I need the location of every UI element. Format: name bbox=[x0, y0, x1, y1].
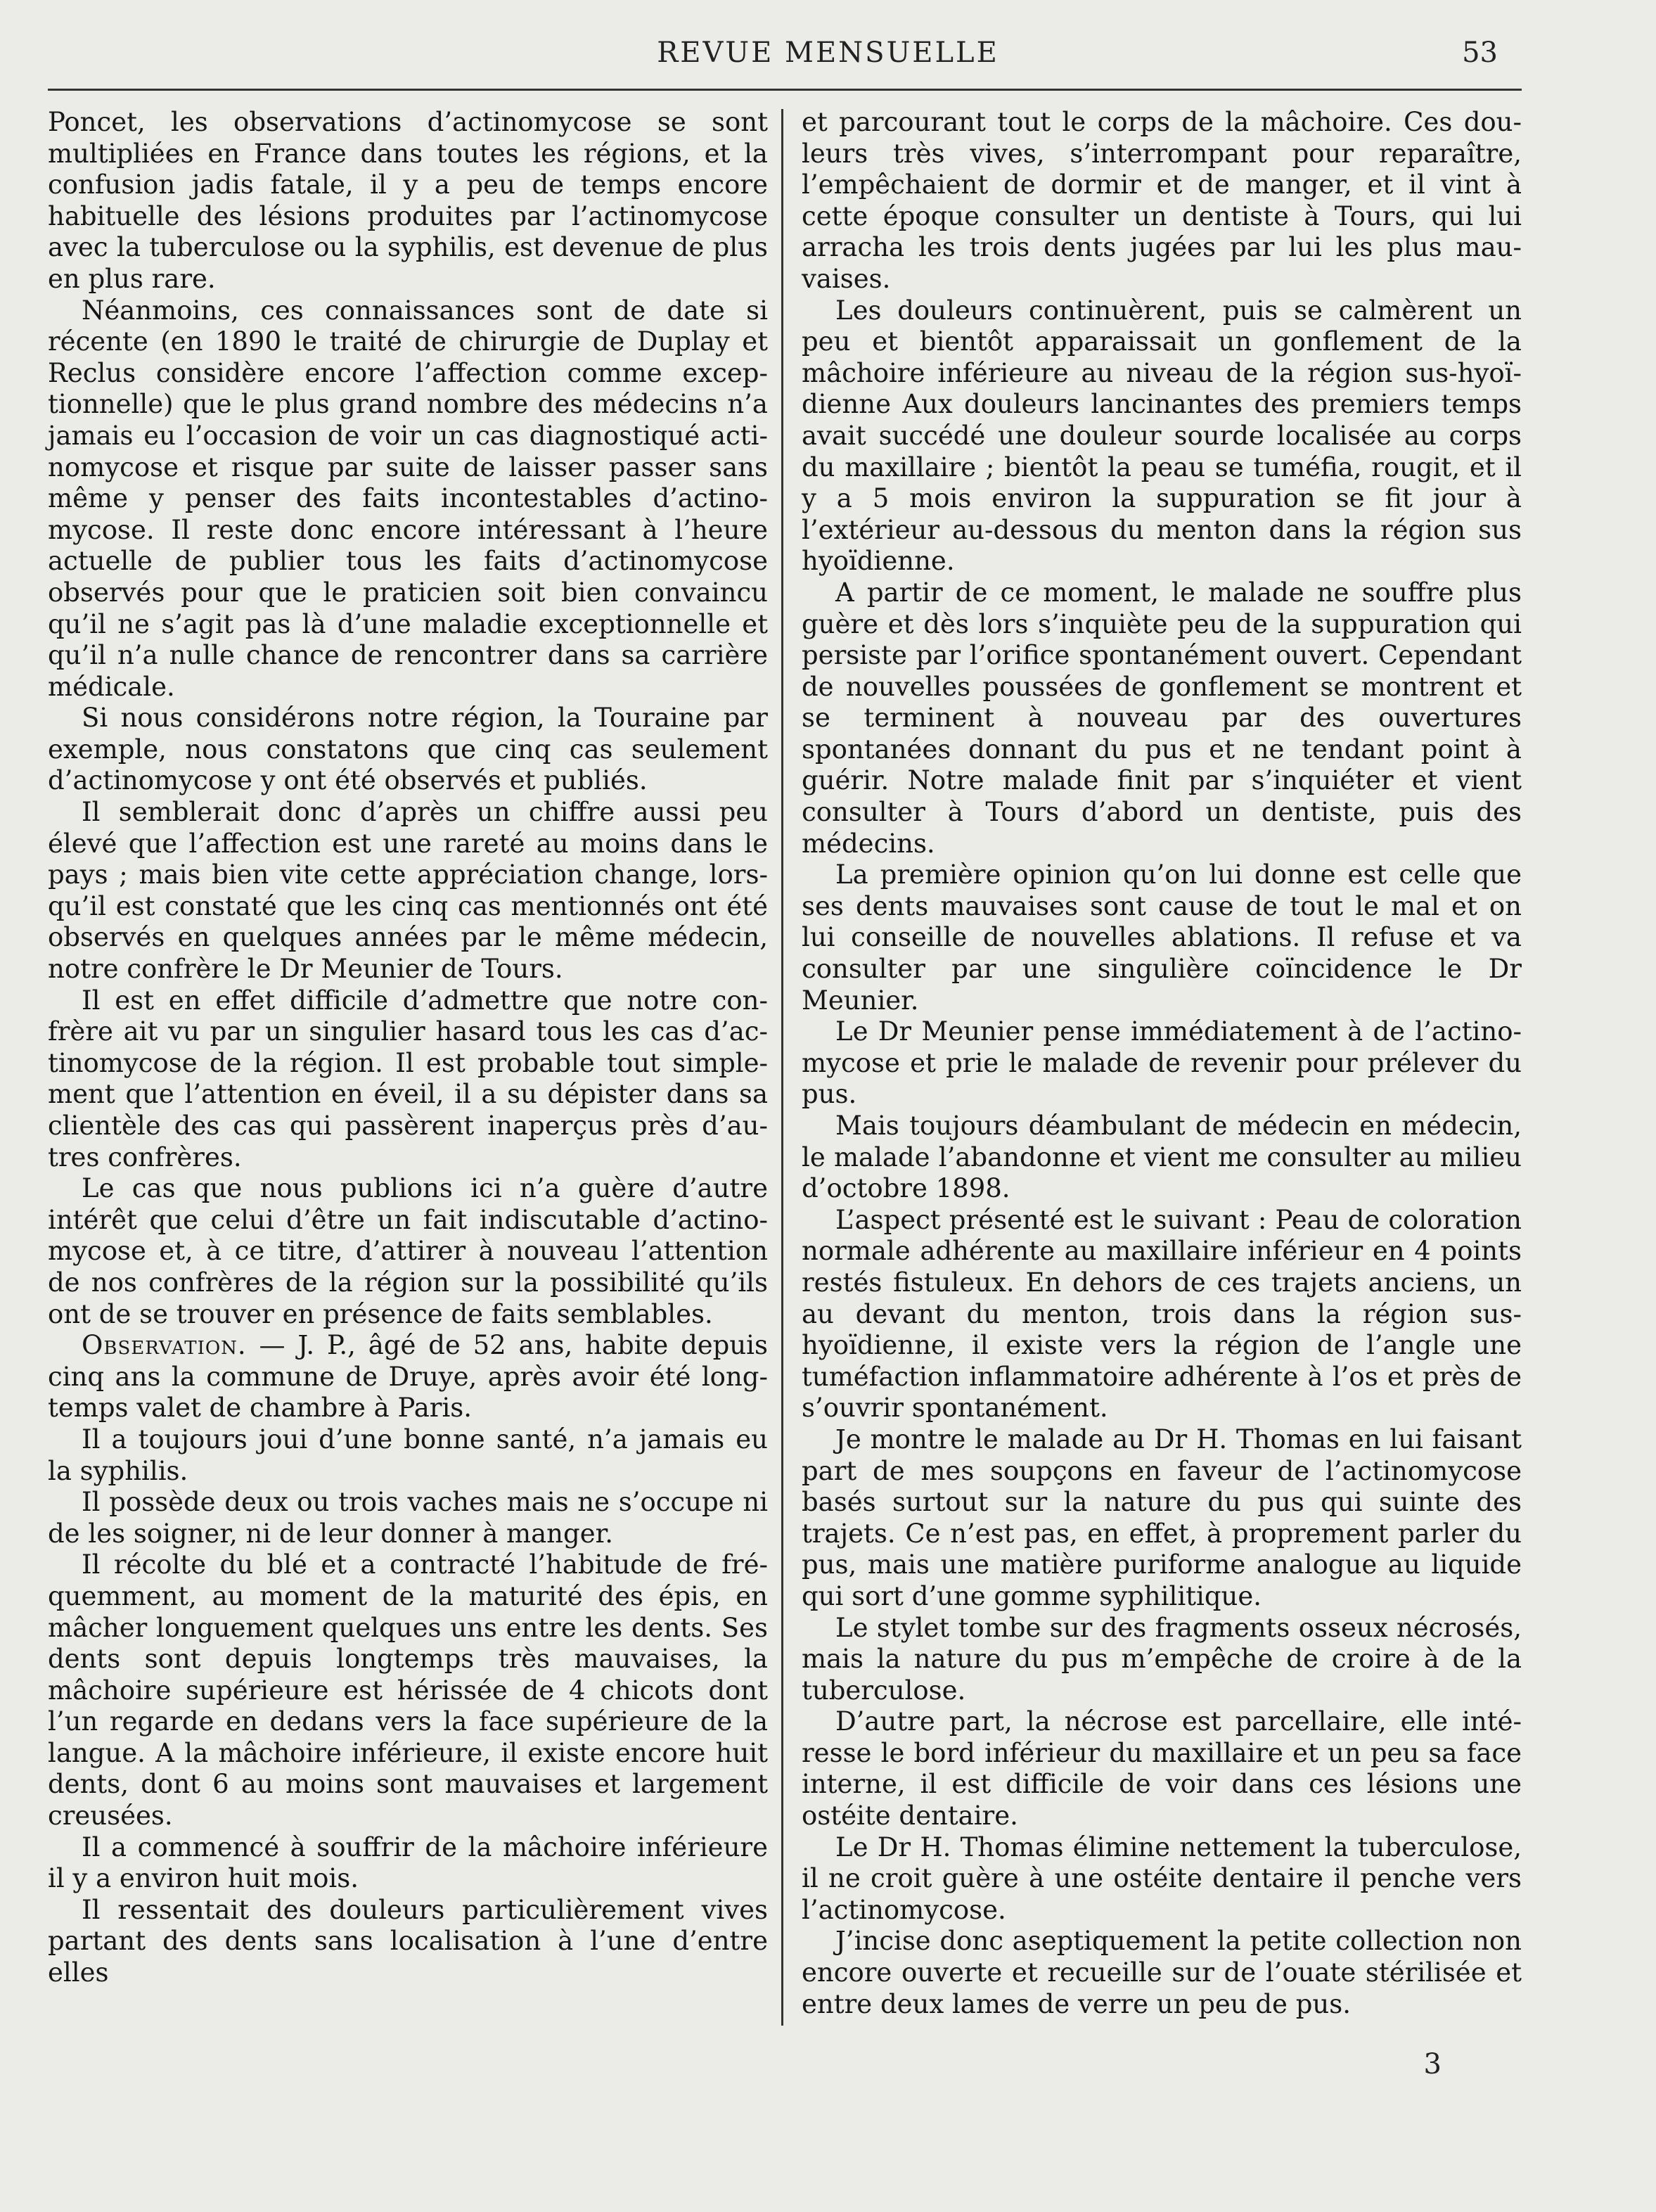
paragraph bbox=[48, 107, 768, 295]
paragraph bbox=[802, 859, 1522, 1016]
paragraph bbox=[48, 1895, 768, 1989]
paragraph-text: Il est en effet difficile d’admettre que notre confrère ait vu par un singulier hasard tous les cas d’actinomycose de la région. Il est probable tout simplement que l’attention en éveil, il a su dépister dans sa clientèle des cas qui passèrent inaperçus près d’autres confrères. bbox=[48, 985, 768, 1172]
paragraph-text: Il récolte du blé et a contracté l’habitude de fréquemment, au moment de la maturité des épis, en mâcher longuement quelques uns entre les dents. Ses dents sont depuis longtemps très mauvaises, la mâchoire supérieure est hérissée de 4 chicots dont l’un regarde en dedans vers la face supérieure de la langue. A la mâchoire inférieure, il existe encore huit dents, dont 6 au moins sont mauvaises et largement creusées. bbox=[48, 1549, 768, 1831]
paragraph-text: et parcourant tout le corps de la mâchoire. Ces douleurs très vives, s’interrompant pour reparaître, l’empêchaient de dormir et de manger, et il vint à cette époque consulter un dentiste à Tours, qui lui arracha les trois dents jugées par lui les plus mauvaises. bbox=[802, 107, 1522, 294]
paragraph bbox=[48, 985, 768, 1174]
observation-heading: Observation. bbox=[82, 1330, 247, 1361]
paragraph-text: Il possède deux ou trois vaches mais ne s’occupe ni de les soigner, ni de leur donner à manger. bbox=[48, 1487, 768, 1549]
paragraph-text: A partir de ce moment, le malade ne souffre plus guère et dès lors s’inquiète peu de la suppuration qui persiste par l’orifice spontanément ouvert. Cependant de nouvelles poussées de gonflement se montrent et se terminent à nouveau par des ouvertures spontanées donnant du pus et ne tendant point à guérir. Notre malade finit par s’inquiéter et vient consulter à Tours d’abord un dentiste, puis des médecins. bbox=[802, 577, 1522, 859]
paragraph bbox=[802, 1926, 1522, 2020]
paragraph-text: Le stylet tombe sur des fragments osseux nécrosés, mais la nature du pus m’empêche de croire à de la tuberculose. bbox=[802, 1612, 1522, 1706]
page-number: 53 bbox=[1462, 37, 1498, 69]
paragraph-text: J’incise donc aseptiquement la petite collection non encore ouverte et recueille sur de l’ouate stérilisée et entre deux lames de verre un peu de pus. bbox=[802, 1926, 1522, 2019]
header-rule bbox=[48, 89, 1522, 91]
paragraph-text: Le Dr Meunier pense immédiatement à de l’actinomycose et prie le malade de revenir pour prélever du pus. bbox=[802, 1016, 1522, 1110]
paragraph bbox=[802, 577, 1522, 859]
paragraph bbox=[802, 1613, 1522, 1707]
paragraph bbox=[48, 1549, 768, 1831]
left-column bbox=[48, 107, 768, 1989]
paragraph bbox=[802, 1016, 1522, 1111]
paragraph bbox=[802, 1205, 1522, 1424]
paragraph bbox=[48, 1424, 768, 1487]
paragraph bbox=[48, 797, 768, 985]
paragraph bbox=[48, 703, 768, 797]
paragraph-text: — J. P., âgé de 52 ans, habite depuis cinq ans la commune de Druye, après avoir été longtemps valet de chambre à Paris. bbox=[48, 1330, 768, 1424]
paragraph bbox=[48, 295, 768, 703]
observation-paragraph bbox=[48, 1330, 768, 1424]
paragraph-text: Les douleurs continuèrent, puis se calmèrent un peu et bientôt apparaissait un gonflement de la mâchoire inférieure au niveau de la région sus-hyoïdienne Aux douleurs lancinantes des premiers temps avait succédé une douleur sourde localisée au corps du maxillaire ; bientôt la peau se tuméfia, rougit, et il y a 5 mois environ la suppuration se fit jour à l’extérieur au-dessous du menton dans la région sus hyoïdienne. bbox=[802, 295, 1522, 577]
paragraph-text: Le Dr H. Thomas élimine nettement la tuberculose, il ne croit guère à une ostéite dentaire il penche vers l’actinomycose. bbox=[802, 1831, 1522, 1925]
paragraph-text: Poncet, les observations d’actinomycose se sont multipliées en France dans toutes les régions, et la confusion jadis fatale, il y a peu de temps encore habituelle des lésions produites par l’actinomycose avec la tuberculose ou la syphilis, est devenue de plus en plus rare. bbox=[48, 107, 768, 294]
paragraph-text: Néanmoins, ces connaissances sont de date si récente (en 1890 le traité de chirurgie de Duplay et Reclus considère encore l’affection comme exceptionnelle) que le plus grand nombre des médecins n’a jamais eu l’occasion de voir un cas diagnostiqué actinomycose et risque par suite de laisser passer sans même y penser des faits incontestables d’actinomycose. Il reste donc encore intéressant à l’heure actuelle de publier tous les faits d’actinomycose observés pour que le praticien soit bien convaincu qu’il ne s’agit pas là d’une maladie exceptionnelle et qu’il n’a nulle chance de rencontrer dans sa carrière médicale. bbox=[48, 295, 768, 702]
paragraph-text: Il a toujours joui d’une bonne santé, n’a jamais eu la syphilis. bbox=[48, 1424, 768, 1486]
column-divider bbox=[781, 109, 783, 2026]
paragraph-text: Je montre le malade au Dr H. Thomas en lui faisant part de mes soupçons en faveur de l’actinomycose basés surtout sur la nature du pus qui suinte des trajets. Ce n’est pas, en effet, à proprement parler du pus, mais une matière puriforme analogue au liquide qui sort d’une gomme syphilitique. bbox=[802, 1424, 1522, 1611]
paragraph bbox=[802, 1706, 1522, 1831]
signature-mark: 3 bbox=[1423, 2048, 1442, 2080]
paragraph-text: D’autre part, la nécrose est parcellaire, elle intéresse le bord inférieur du maxillaire et un peu sa face interne, il est difficile de voir dans ces lésions une ostéite dentaire. bbox=[802, 1706, 1522, 1831]
paragraph bbox=[48, 1487, 768, 1549]
paragraph-text: Si nous considérons notre région, la Touraine par exemple, nous constatons que cinq cas seulement d’actinomycose y ont été observés et publiés. bbox=[48, 703, 768, 796]
right-column bbox=[802, 107, 1522, 2020]
paragraph bbox=[802, 107, 1522, 295]
paragraph-text: Mais toujours déambulant de médecin en médecin, le malade l’abandonne et vient me consulter au milieu d’octobre 1898. bbox=[802, 1111, 1522, 1204]
paragraph-text: Le cas que nous publions ici n’a guère d’autre intérêt que celui d’être un fait indiscutable d’actinomycose et, à ce titre, d’attirer à nouveau l’attention de nos confrères de la région sur la possibilité qu’ils ont de se trouver en présence de faits semblables. bbox=[48, 1173, 768, 1329]
running-title: REVUE MENSUELLE bbox=[657, 37, 999, 69]
paragraph-text: Il ressentait des douleurs particulièrement vives partant des dents sans localisation à l’une d’entre elles bbox=[48, 1894, 768, 1988]
paragraph bbox=[802, 1424, 1522, 1613]
paragraph-text: Il semblerait donc d’après un chiffre aussi peu élevé que l’affection est une rareté au moins dans le pays ; mais bien vite cette appréciation change, lorsqu’il est constaté que les cinq cas mentionnés ont été observés en quelques années par le même médecin, notre confrère le Dr Meunier de Tours. bbox=[48, 797, 768, 985]
paragraph-text: Il a commencé à souffrir de la mâchoire inférieure il y a environ huit mois. bbox=[48, 1831, 768, 1894]
paragraph-text: L’aspect présenté est le suivant : Peau de coloration normale adhérente au maxillaire inférieur en 4 points restés fistuleux. En dehors de ces trajets anciens, un au devant du menton, trois dans la région sus-hyoïdienne, il existe vers la région de l’angle une tuméfaction inflammatoire adhérente à l’os et près de s’ouvrir spontanément. bbox=[802, 1204, 1522, 1424]
paragraph bbox=[48, 1173, 768, 1330]
paragraph bbox=[802, 1832, 1522, 1926]
paragraph bbox=[48, 1832, 768, 1895]
paragraph bbox=[802, 1111, 1522, 1205]
paragraph-text: La première opinion qu’on lui donne est celle que ses dents mauvaises sont cause de tout le mal et on lui conseille de nouvelles ablations. Il refuse et va consulter par une singulière coïncidence le Dr Meunier. bbox=[802, 859, 1522, 1016]
paragraph bbox=[802, 295, 1522, 577]
